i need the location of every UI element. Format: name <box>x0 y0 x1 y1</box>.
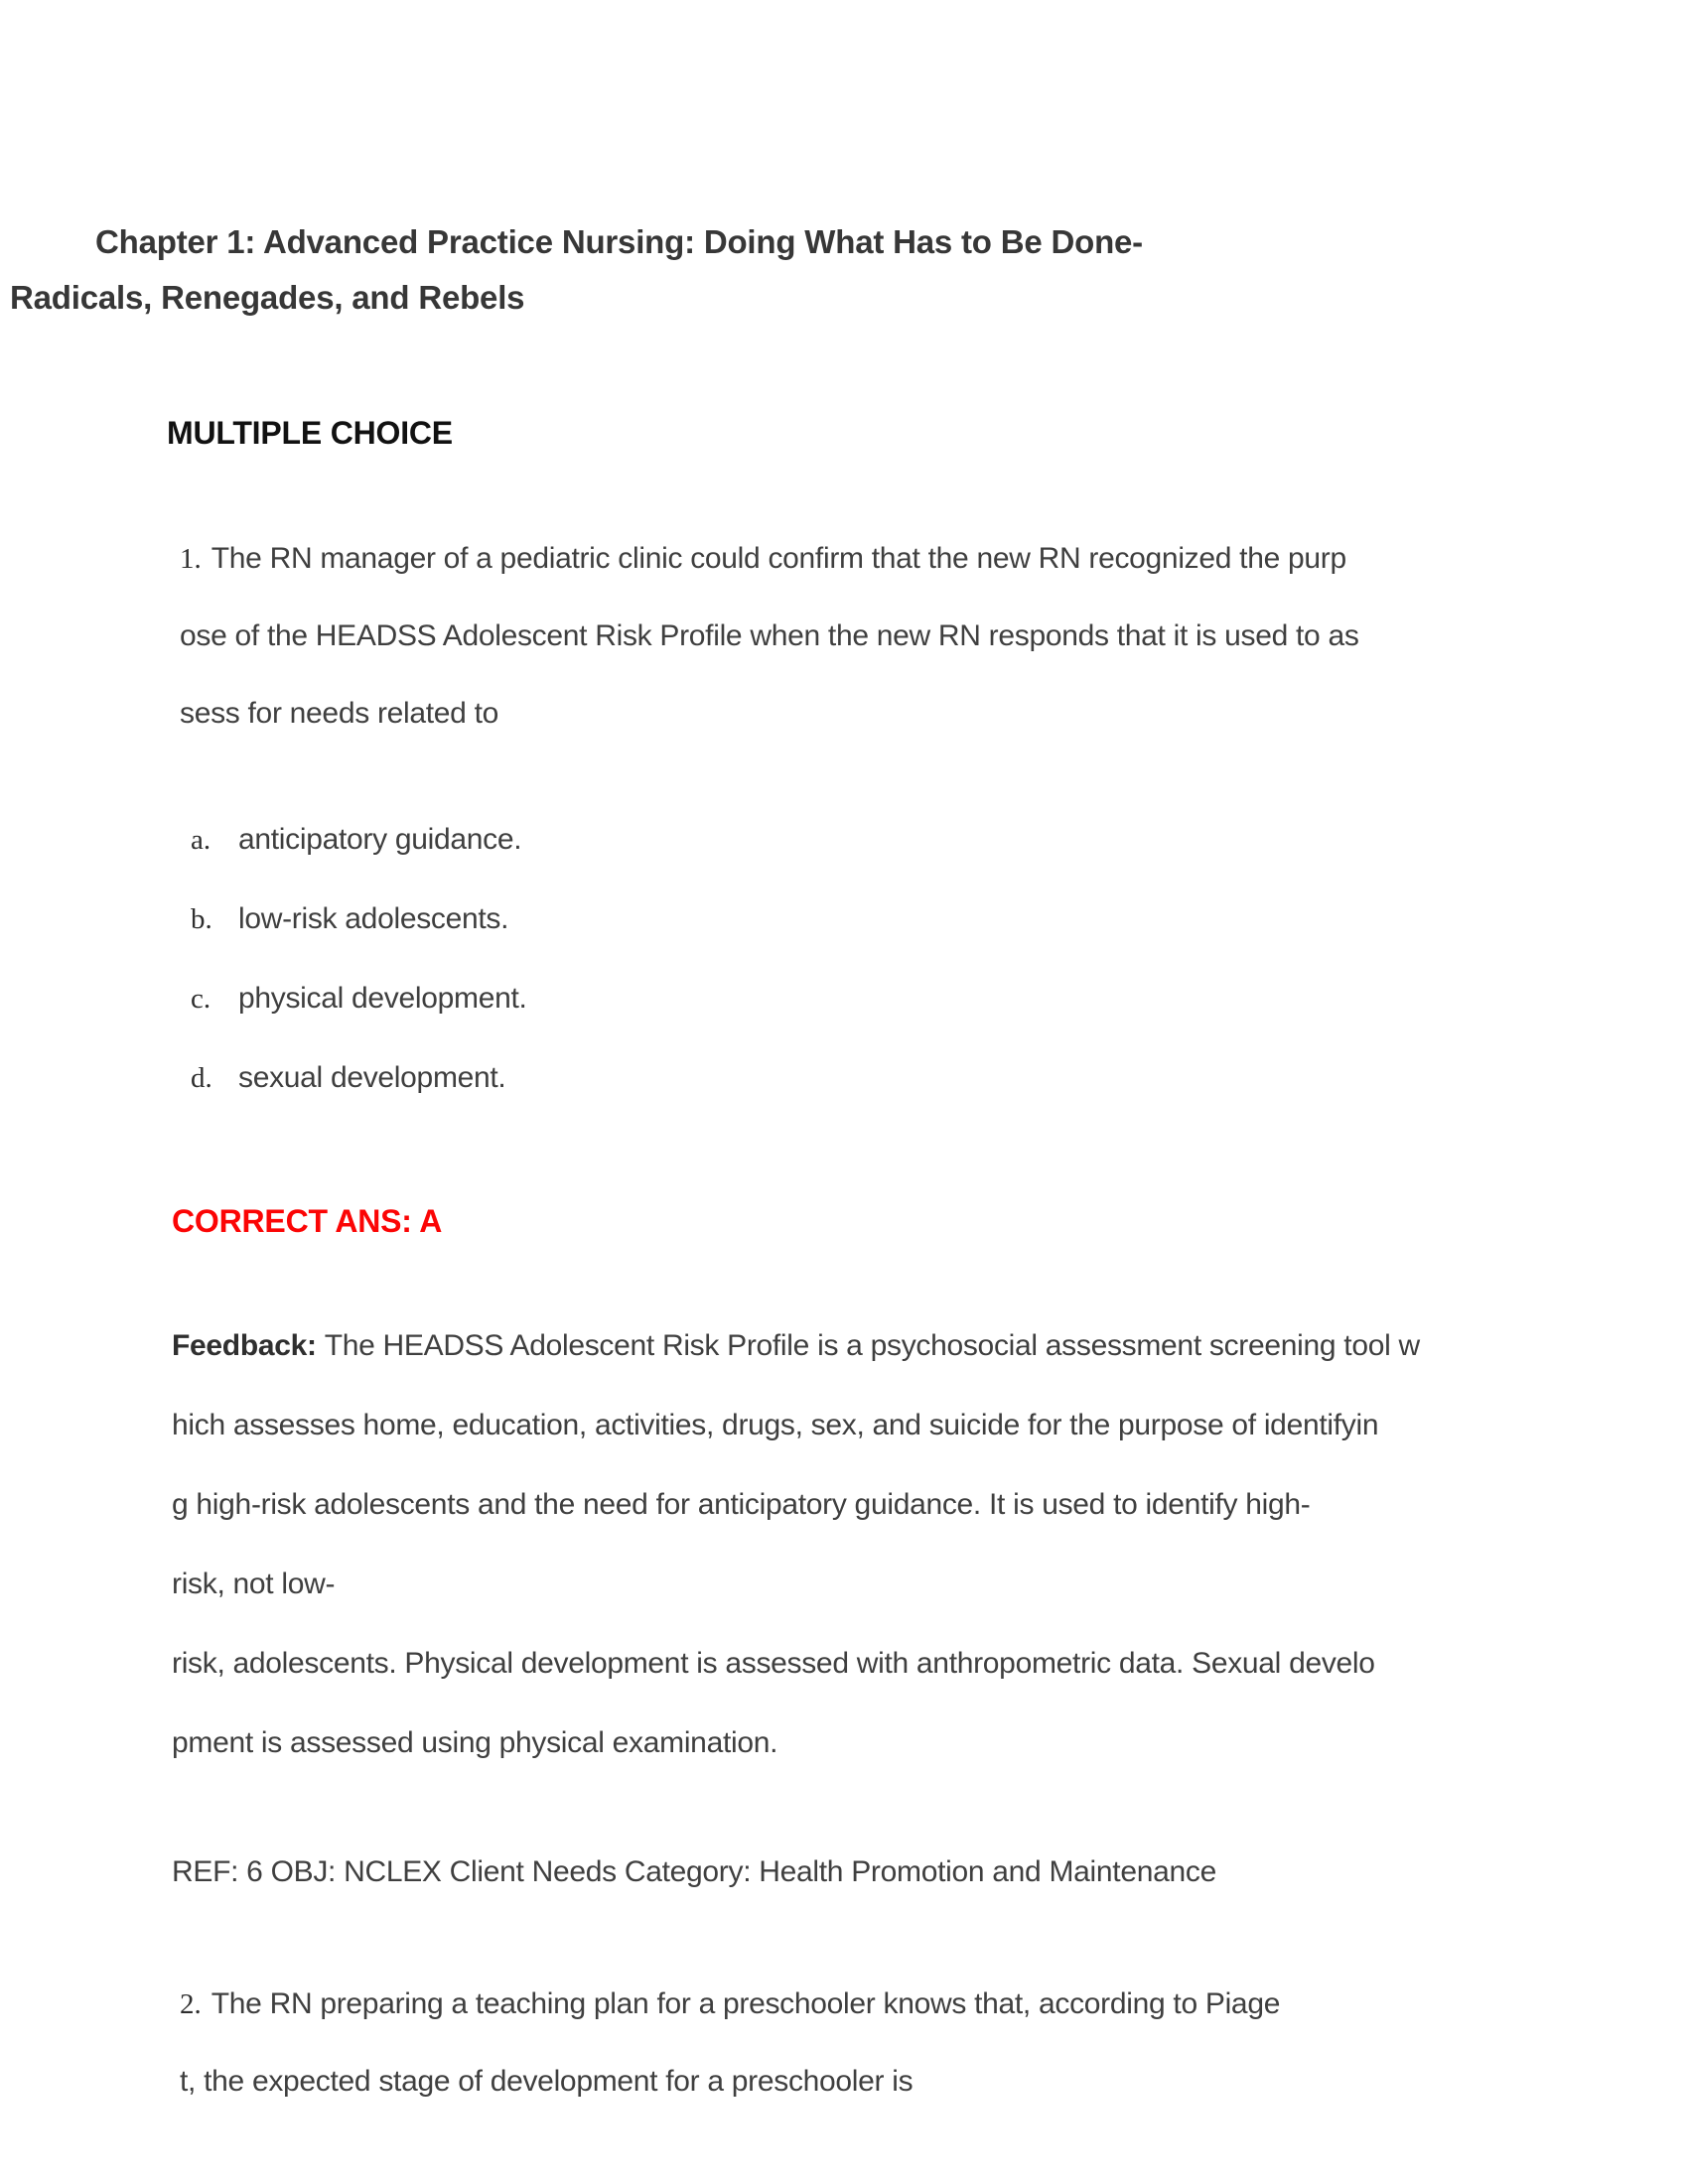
section-heading-multiple-choice: MULTIPLE CHOICE <box>167 415 453 451</box>
question-1-line-1: 1. The RN manager of a pediatric clinic could confirm that the new RN recognized the purp <box>180 542 1346 575</box>
feedback-label: Feedback: <box>172 1329 317 1362</box>
question-2-line-1: 2. The RN preparing a teaching plan for a preschooler knows that, according to Piage <box>180 1987 1281 2020</box>
question-1-line-2: ose of the HEADSS Adolescent Risk Profile when the new RN responds that it is used to as <box>180 619 1359 652</box>
question-2-text <box>180 1966 1280 2120</box>
chapter-title-line1: Chapter 1: Advanced Practice Nursing: Doing What Has to Be Done- <box>95 223 1143 260</box>
feedback-line-6: pment is assessed using physical examination. <box>172 1726 778 1759</box>
question-1-line-3: sess for needs related to <box>180 697 499 730</box>
option-a-text: anticipatory guidance. <box>238 823 522 856</box>
feedback-line-4: risk, not low- <box>172 1568 336 1600</box>
feedback-line-3: g high-risk adolescents and the need for anticipatory guidance. It is used to identify high- <box>172 1488 1311 1521</box>
question-2-number: 2. <box>180 1988 202 2020</box>
option-a-letter: a. <box>191 824 211 856</box>
chapter-title-line2: Radicals, Renegades, and Rebels <box>10 279 525 316</box>
feedback-line-2: hich assesses home, education, activities, drugs, sex, and suicide for the purpose of identifyin <box>172 1409 1379 1441</box>
option-d-text: sexual development. <box>238 1061 506 1094</box>
option-b-letter: b. <box>191 903 212 935</box>
question-1-reference: REF: 6 OBJ: NCLEX Client Needs Category: Health Promotion and Maintenance <box>172 1855 1216 1888</box>
feedback-line-5: risk, adolescents. Physical development is assessed with anthropometric data. Sexual develo <box>172 1647 1375 1680</box>
feedback-line-1: Feedback: The HEADSS Adolescent Risk Profile is a psychosocial assessment screening tool w <box>172 1329 1420 1362</box>
option-c-text: physical development. <box>238 982 527 1015</box>
question-2-line-2: t, the expected stage of development for a preschooler is <box>180 2065 914 2098</box>
option-d-letter: d. <box>191 1062 212 1094</box>
option-b <box>191 880 527 959</box>
question-1-feedback <box>172 1306 1420 1783</box>
option-d <box>191 1038 527 1118</box>
option-a <box>191 800 527 880</box>
question-1-text <box>180 520 1359 752</box>
question-1-number: 1. <box>180 543 202 575</box>
question-1-options <box>191 800 527 1118</box>
correct-answer-label: CORRECT ANS: A <box>172 1203 443 1239</box>
option-c-letter: c. <box>191 983 211 1015</box>
option-c <box>191 959 527 1038</box>
option-b-text: low-risk adolescents. <box>238 902 509 935</box>
